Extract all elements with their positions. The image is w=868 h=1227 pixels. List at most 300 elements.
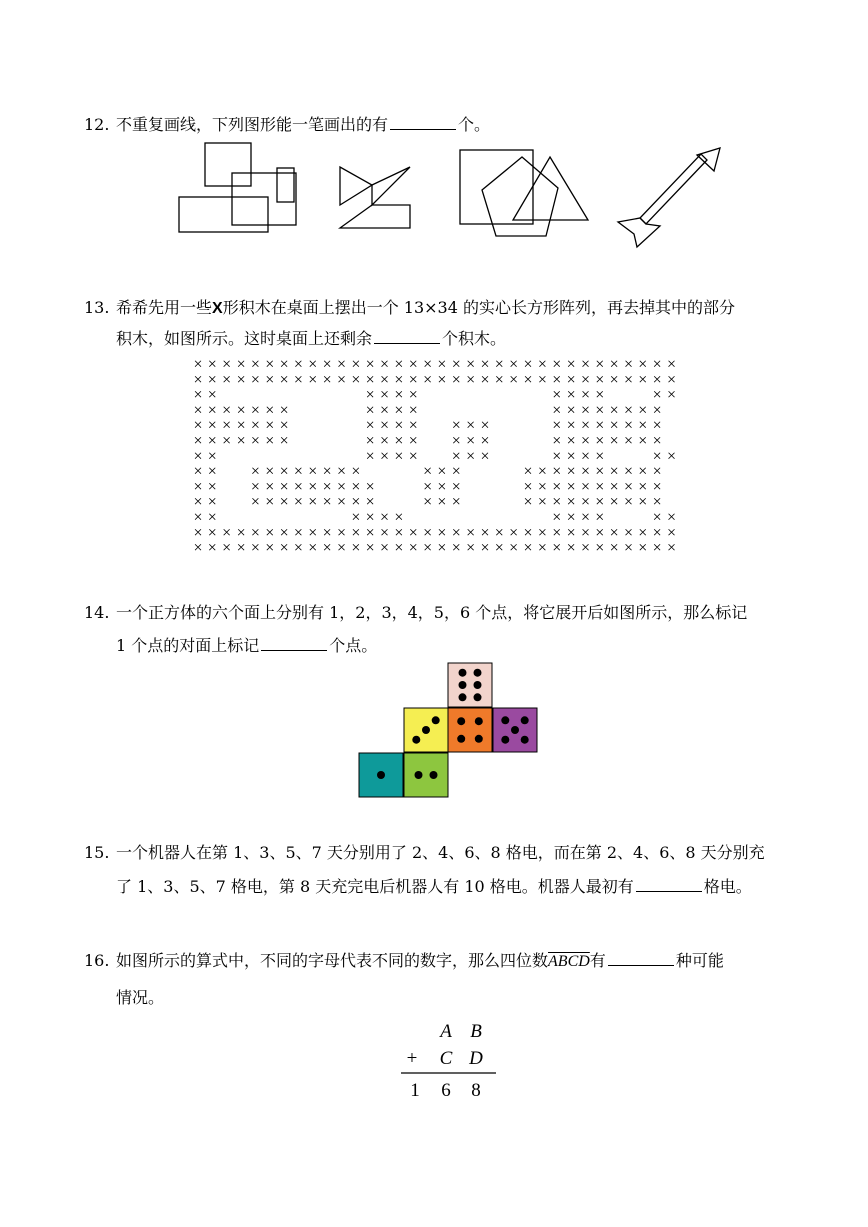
x-block: × [193, 493, 203, 511]
x-block: × [408, 524, 418, 542]
x-block: × [207, 417, 217, 435]
x-block: × [623, 493, 634, 511]
x-block: × [365, 539, 375, 557]
x-block: × [595, 432, 605, 450]
x-block: × [552, 401, 562, 419]
x-block: × [351, 478, 361, 496]
x-block: × [193, 371, 203, 389]
x-block: × [308, 463, 318, 481]
x-block: × [523, 371, 533, 389]
x-block: × [552, 386, 562, 404]
x-block: × [351, 509, 361, 526]
x-block: × [437, 539, 447, 557]
x-block: × [365, 432, 375, 450]
x-block: × [279, 463, 289, 481]
x-block: × [250, 417, 260, 435]
x-block: × [609, 493, 619, 511]
question-text: 1 个点的对面上标记 [116, 636, 260, 655]
x-block: × [236, 524, 246, 542]
question-text-end: 个积木。 [442, 329, 507, 348]
x-block: × [236, 371, 246, 389]
x-block: × [466, 371, 476, 389]
x-block: × [365, 509, 375, 526]
x-block: × [552, 493, 562, 511]
x-block: × [451, 478, 461, 496]
x-block: × [193, 417, 203, 435]
x-block: × [623, 401, 634, 419]
x-block: × [580, 493, 591, 511]
x-block: × [652, 509, 662, 526]
x-block: × [595, 493, 605, 511]
x-block: × [609, 356, 619, 373]
x-block: × [523, 478, 533, 496]
x-block: × [552, 417, 562, 435]
x-block: × [293, 356, 303, 373]
x-block: × [537, 356, 547, 373]
x-block: × [222, 417, 232, 435]
x-block: × [351, 356, 361, 373]
x-block: × [293, 463, 303, 481]
x-block: × [566, 478, 576, 496]
x-block: × [609, 371, 619, 389]
x-block: × [494, 524, 504, 542]
x-block: × [222, 356, 232, 373]
x-block: × [623, 432, 634, 450]
digit-c: C [439, 1048, 453, 1069]
x-block: × [322, 478, 332, 496]
x-block: × [437, 463, 447, 481]
x-block: × [595, 356, 605, 373]
x-block: × [222, 524, 232, 542]
x-block: × [279, 371, 289, 389]
x-block: × [566, 417, 576, 435]
x-block: × [666, 509, 677, 526]
x-block: × [322, 371, 332, 389]
x-block: × [193, 463, 203, 481]
x-block: × [379, 371, 390, 389]
x-block: × [580, 463, 591, 481]
x-block: × [265, 371, 275, 389]
x-block: × [308, 539, 318, 557]
x-block: × [207, 401, 217, 419]
x-block: × [365, 417, 375, 435]
x-block: × [293, 524, 303, 542]
x-block: × [580, 356, 591, 373]
x-block: × [666, 447, 677, 465]
x-block: × [193, 432, 203, 450]
x-block: × [652, 417, 662, 435]
x-block: × [250, 371, 260, 389]
x-block: × [552, 539, 562, 557]
x-block: × [494, 356, 504, 373]
x-block: × [394, 386, 404, 404]
x-block: × [265, 524, 275, 542]
x-block: × [480, 356, 490, 373]
x-block: × [193, 478, 203, 496]
x-block: × [351, 539, 361, 557]
x-block: × [379, 524, 390, 542]
x-block: × [308, 478, 318, 496]
x-block: × [638, 478, 648, 496]
plus-sign: + [406, 1048, 418, 1069]
x-block: × [552, 371, 562, 389]
x-block: × [222, 432, 232, 450]
x-block: × [207, 524, 217, 542]
digit-a: A [440, 1021, 452, 1042]
x-block: × [638, 463, 648, 481]
x-block: × [652, 356, 662, 373]
x-block: × [623, 371, 634, 389]
x-block: × [293, 539, 303, 557]
x-block: × [566, 447, 576, 465]
x-block: × [250, 539, 260, 557]
x-block: × [408, 386, 418, 404]
x-block: × [566, 493, 576, 511]
x-block: × [652, 539, 662, 557]
x-block: × [236, 432, 246, 450]
x-block: × [394, 417, 404, 435]
x-block: × [250, 524, 260, 542]
x-block: × [609, 463, 619, 481]
x-block: × [466, 447, 476, 465]
x-block: × [365, 493, 375, 511]
x-block: × [265, 356, 275, 373]
x-block: × [394, 524, 404, 542]
x-block: × [250, 463, 260, 481]
x-block: × [480, 539, 490, 557]
result-digit-1: 1 [410, 1080, 420, 1101]
question-text-mid: 有 [589, 951, 606, 970]
x-block: × [207, 509, 217, 526]
x-block: × [250, 432, 260, 450]
x-block: × [394, 432, 404, 450]
x-block: × [638, 417, 648, 435]
x-block: × [351, 371, 361, 389]
x-block: × [609, 432, 619, 450]
x-block: × [595, 509, 605, 526]
x-block: × [207, 463, 217, 481]
x-block: × [523, 524, 533, 542]
x-block: × [207, 478, 217, 496]
x-block: × [480, 417, 490, 435]
x-block: × [279, 493, 289, 511]
x-block: × [552, 447, 562, 465]
x-block: × [595, 417, 605, 435]
x-block: × [394, 371, 404, 389]
x-block: × [308, 493, 318, 511]
x-block: × [193, 401, 203, 419]
x-block: × [379, 417, 390, 435]
x-block: × [279, 401, 289, 419]
bold-x: X [212, 300, 223, 317]
x-block: × [394, 401, 404, 419]
x-block: × [609, 539, 619, 557]
question-number: 16. [84, 951, 110, 970]
question-number: 12. [84, 115, 110, 134]
x-block: × [652, 401, 662, 419]
x-block: × [222, 371, 232, 389]
x-block: × [379, 432, 390, 450]
x-block: × [308, 371, 318, 389]
x-block: × [207, 539, 217, 557]
x-block: × [336, 493, 347, 511]
x-block: × [623, 356, 634, 373]
x-block: × [566, 524, 576, 542]
question-text-rest: 形积木在桌面上摆出一个 13×34 的实心长方形阵列，再去掉其中的部分 [222, 298, 735, 317]
x-block: × [580, 539, 591, 557]
x-block: × [437, 371, 447, 389]
x-block: × [509, 524, 519, 542]
x-block: × [408, 356, 418, 373]
x-block: × [552, 463, 562, 481]
x-block: × [666, 371, 677, 389]
overline-abcd: ABCD [548, 953, 590, 970]
x-block: × [666, 386, 677, 404]
x-block: × [379, 386, 390, 404]
x-block: × [580, 432, 591, 450]
x-block: × [193, 524, 203, 542]
x-block: × [265, 493, 275, 511]
question-text: 不重复画线，下列图形能一笔画出的有 [116, 115, 389, 134]
x-block: × [595, 478, 605, 496]
x-block: × [523, 539, 533, 557]
x-block: × [466, 539, 476, 557]
x-block: × [580, 447, 591, 465]
x-block: × [351, 493, 361, 511]
x-block: × [279, 524, 289, 542]
x-block: × [423, 463, 433, 481]
x-block: × [322, 539, 332, 557]
x-block: × [293, 493, 303, 511]
x-block: × [595, 524, 605, 542]
x-block: × [580, 371, 591, 389]
x-block: × [236, 417, 246, 435]
x-block: × [609, 417, 619, 435]
x-block: × [623, 417, 634, 435]
x-block: × [365, 386, 375, 404]
x-block: × [566, 356, 576, 373]
x-block: × [207, 386, 217, 404]
x-block: × [537, 539, 547, 557]
x-block: × [293, 371, 303, 389]
x-block: × [652, 447, 662, 465]
x-block: × [236, 356, 246, 373]
x-block: × [638, 493, 648, 511]
x-block: × [666, 524, 677, 542]
x-block: × [250, 356, 260, 373]
x-block: × [537, 463, 547, 481]
x-block: × [609, 524, 619, 542]
x-block: × [580, 478, 591, 496]
x-block: × [566, 432, 576, 450]
x-block: × [451, 432, 461, 450]
x-block: × [580, 509, 591, 526]
question-text: 了 1、3、5、7 格电，第 8 天充完电后机器人有 10 格电。机器人最初有 [116, 877, 634, 896]
x-block: × [566, 539, 576, 557]
x-block: × [207, 432, 217, 450]
x-block: × [379, 356, 390, 373]
x-block: × [537, 478, 547, 496]
x-block: × [451, 493, 461, 511]
x-block: × [322, 463, 332, 481]
x-block: × [394, 447, 404, 465]
x-block: × [265, 401, 275, 419]
x-block: × [365, 478, 375, 496]
x-block: × [365, 401, 375, 419]
x-block: × [207, 447, 217, 465]
x-block: × [394, 509, 404, 526]
x-block: × [494, 371, 504, 389]
x-block: × [265, 539, 275, 557]
x-block: × [365, 524, 375, 542]
x-block: × [451, 463, 461, 481]
x-block: × [666, 356, 677, 373]
x-block: × [279, 417, 289, 435]
x-block: × [466, 432, 476, 450]
x-block: × [193, 447, 203, 465]
x-block: × [423, 371, 433, 389]
x-block: × [509, 371, 519, 389]
x-block: × [638, 432, 648, 450]
x-block: × [250, 493, 260, 511]
x-block: × [652, 478, 662, 496]
x-block: × [580, 386, 591, 404]
question-number: 15. [84, 843, 110, 862]
x-block: × [523, 356, 533, 373]
x-block: × [623, 463, 634, 481]
x-block: × [379, 401, 390, 419]
result-digit-2: 6 [441, 1080, 451, 1101]
x-block: × [365, 447, 375, 465]
x-block: × [250, 401, 260, 419]
x-block: × [638, 401, 648, 419]
x-block: × [437, 493, 447, 511]
x-block: × [379, 447, 390, 465]
x-block: × [408, 371, 418, 389]
x-block: × [595, 401, 605, 419]
digit-d: D [469, 1048, 483, 1069]
x-block: × [250, 478, 260, 496]
x-block: × [566, 401, 576, 419]
x-block: × [408, 417, 418, 435]
x-block: × [193, 356, 203, 373]
x-block: × [451, 539, 461, 557]
x-block: × [509, 539, 519, 557]
x-block: × [207, 356, 217, 373]
question-text-end: 个。 [458, 115, 491, 134]
x-block: × [523, 493, 533, 511]
x-block: × [423, 356, 433, 373]
x-block: × [265, 417, 275, 435]
x-block: × [595, 539, 605, 557]
x-block: × [638, 524, 648, 542]
x-block: × [408, 432, 418, 450]
x-block: × [265, 432, 275, 450]
x-block: × [638, 356, 648, 373]
x-block: × [451, 524, 461, 542]
x-block: × [265, 463, 275, 481]
x-block: × [279, 432, 289, 450]
x-block: × [279, 478, 289, 496]
x-block: × [595, 386, 605, 404]
x-block: × [652, 493, 662, 511]
x-block: × [537, 493, 547, 511]
x-block: × [609, 401, 619, 419]
x-block: × [423, 524, 433, 542]
x-block: × [566, 509, 576, 526]
x-block: × [336, 524, 347, 542]
x-block: × [437, 478, 447, 496]
x-block: × [451, 356, 461, 373]
digit-b: B [470, 1021, 482, 1042]
x-block: × [480, 432, 490, 450]
x-block: × [193, 509, 203, 526]
x-block: × [466, 356, 476, 373]
x-block: × [423, 478, 433, 496]
x-block: × [652, 386, 662, 404]
x-block: × [193, 539, 203, 557]
x-block: × [351, 524, 361, 542]
x-block: × [552, 524, 562, 542]
question-text-end: 个点。 [329, 636, 378, 655]
x-block: × [537, 524, 547, 542]
x-block: × [451, 447, 461, 465]
question-text: 积木，如图所示。这时桌面上还剩余 [116, 329, 373, 348]
x-block: × [566, 386, 576, 404]
x-block: × [336, 463, 347, 481]
x-block: × [580, 401, 591, 419]
x-block: × [207, 371, 217, 389]
x-block: × [480, 371, 490, 389]
x-block: × [552, 356, 562, 373]
x-block: × [236, 539, 246, 557]
question-text: 一个机器人在第 1、3、5、7 天分别用了 2、4、6、8 格电，而在第 2、4、6、8 天分别充 [116, 843, 765, 862]
x-block: × [609, 478, 619, 496]
x-block: × [480, 524, 490, 542]
x-block: × [480, 447, 490, 465]
x-block: × [336, 478, 347, 496]
x-block: × [365, 356, 375, 373]
x-block: × [494, 539, 504, 557]
question-number: 13. [84, 298, 110, 317]
x-block: × [652, 524, 662, 542]
x-block: × [279, 539, 289, 557]
x-block: × [394, 539, 404, 557]
x-block: × [523, 463, 533, 481]
x-block: × [265, 478, 275, 496]
x-block: × [666, 539, 677, 557]
x-block: × [638, 539, 648, 557]
question-text-end: 种可能 [675, 951, 724, 970]
x-block: × [293, 478, 303, 496]
x-block: × [322, 524, 332, 542]
question-number: 14. [84, 603, 110, 622]
question-text: 希希先用一些 [116, 298, 213, 317]
x-block: × [408, 447, 418, 465]
x-block: × [638, 371, 648, 389]
result-digit-3: 8 [471, 1080, 481, 1101]
x-block: × [580, 524, 591, 542]
x-block: × [222, 539, 232, 557]
x-block: × [566, 371, 576, 389]
question-text: 情况。 [116, 988, 165, 1007]
x-block: × [423, 493, 433, 511]
x-block: × [308, 356, 318, 373]
question-text: 如图所示的算式中，不同的字母代表不同的数字，那么四位数 [116, 951, 549, 970]
x-block: × [566, 463, 576, 481]
x-block: × [580, 417, 591, 435]
x-block: × [279, 356, 289, 373]
